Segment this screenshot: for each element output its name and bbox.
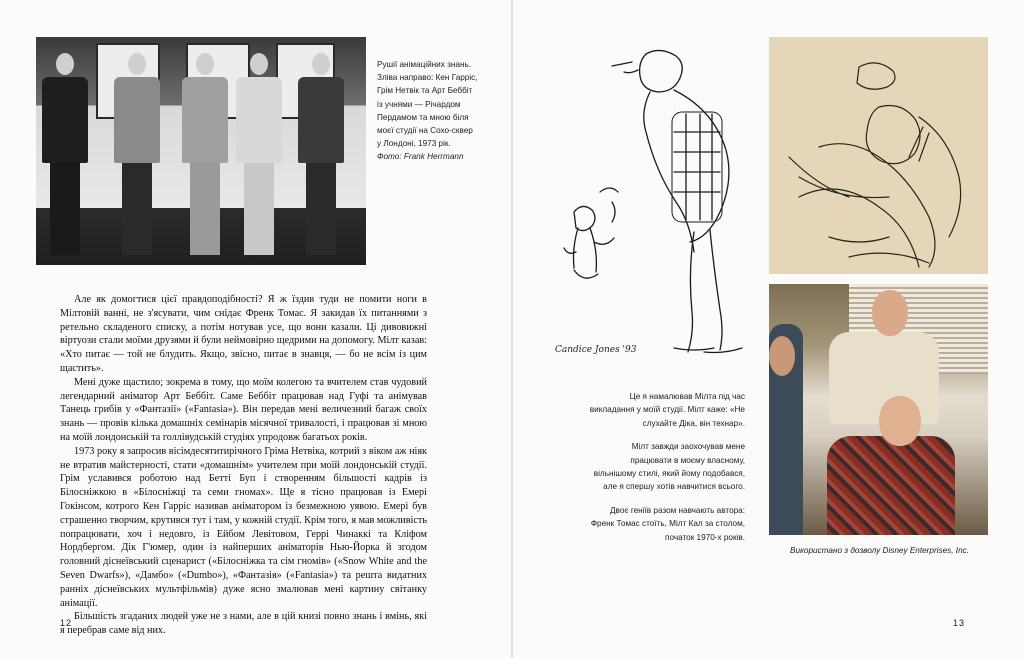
photo-credit-right: Використано з дозволу Disney Enterprises, Inc. xyxy=(790,546,969,555)
caption-line: Рушії анімаційних знань. xyxy=(377,60,472,69)
caption-line: моєї студії на Сохо-сквер xyxy=(377,126,473,136)
paragraph: Мені дуже щастило; зокрема в тому, що моїм колегою та вчителем став чудовий легендарний аніматор Арт Беббіт. Саме Беббіт працював над Гуфі та анімував Танець грибів у «Фантазії» («Fantasia»). Він передав мені величезний багаж своїх знань — провів кілька домашніх семінарів місячної тривалості, і працював зі мною на моїй лондонській та голлівудській студіях упродовж багатьох років. xyxy=(60,376,427,443)
black-and-white-group-photo xyxy=(36,37,366,265)
caption-paragraph: Це я намалював Мілта під час викладання у моїй студії. Мілт каже: «Не слухайте Діка, він технар». xyxy=(589,392,745,428)
left-page xyxy=(0,0,511,658)
color-photo-teachers xyxy=(769,284,988,535)
sketch-of-milt xyxy=(554,42,759,362)
paragraph: Більшість згаданих людей уже не з нами, але в цій книзі повно знань і вмінь, які я перебрав саме від них. xyxy=(60,611,427,637)
caption-line: у Лондоні, 1973 рік. xyxy=(377,139,451,149)
page-number-left: 12 xyxy=(60,618,73,628)
right-caption xyxy=(589,390,745,554)
caption-line: із учнями — Річардом xyxy=(377,99,461,109)
photo-credit: Фото: Frank Herrmann xyxy=(377,152,464,162)
caption-line: Грім Нетвік та Арт Беббіт xyxy=(377,86,473,96)
artist-signature: Candice Jones '93 xyxy=(555,345,637,355)
paragraph: Але як домогтися цієї правдоподібності? Я ж їздив туди не помити ноги в Мілтовій ванні, не з'ясувати, чим снідає Френк Томас. Я закидав їх питаннями з ретельно складеного списку, а потім нотував усе, що вони казали. Ці дивовижні віртуози стали моїми друзями й були неймовірно щедрими на допомогу. Мілт казав: «Хто питає — той не блудить. Якщо, звісно, питає в знавця, — бо не всім із цим щастить». xyxy=(60,294,427,374)
caption-line: Пердамом та мною біля xyxy=(377,112,469,122)
photo-caption xyxy=(377,58,499,164)
caption-paragraph: Двоє геніїв разом навчають автора: Френк Томас стоїть, Мілт Кал за столом, початок 1970-х років. xyxy=(590,505,745,542)
sketch-drawing-on-paper xyxy=(769,37,988,274)
paragraph: 1973 року я запросив вісімдесятитирічного Гріма Нетвіка, котрий з віком аж ніяк не втратив майстерності, стати «домашнім» учителем при моїй лондонській студії. Грім уславився роботою над Бетті Буп і створенням більшості кадрів із Білосніжкою в «Білосніжці та семи гномах». Ще я тісно працював із Емері Гокінсом, котрого Кен Гарріс називав аніматором із безмежною уявою. Емері був страшенно творчим, крутився тут і там, у кожній студії. Крім того, я мав можливість попрацювати, хоч і недовго, із Ейбом Левітовом, Геррі Чинаккі та Кліфом Нордбергом. Дік Г'юмер, один із найперших аніматорів Нью-Йорка й згодом головний діснеївський сценарист («Білосніжка та сім гномів» («Snow White and the Seven Dwarfs»), «Дамбо» («Dumbo»), «Фантазія» («Fantasia») та решта видатних ранніх діснеївських мультфільмів) дуже ясно змалював мені картину світанку анімації. xyxy=(60,445,428,609)
body-text xyxy=(60,293,427,638)
page-number-right: 13 xyxy=(953,618,966,628)
caption-line: Зліва направо: Кен Гарріс, xyxy=(377,73,478,83)
caption-paragraph: Мілт завжди заохочував мене працювати в моєму власному, вільнішому стилі, який йому подобався, але я спершу хотів навчитися всього. xyxy=(593,442,745,492)
